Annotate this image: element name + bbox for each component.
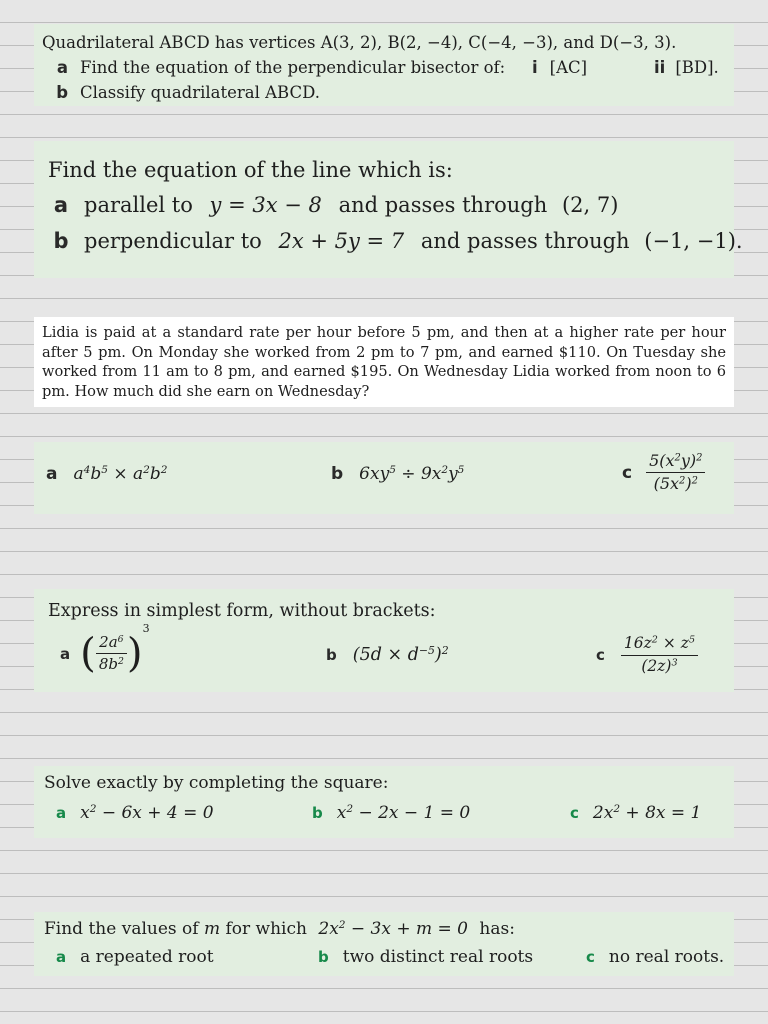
part-c-label: c	[622, 462, 633, 483]
simplify-stem: Express in simplest form, without brackets:	[48, 601, 436, 621]
part-a-label: a	[56, 804, 67, 822]
part-c-row	[622, 452, 705, 494]
part-a-text: parallel to	[84, 193, 193, 217]
equation-parallel: y = 3x − 8	[209, 193, 322, 217]
part-ii-text: [BD].	[675, 58, 719, 77]
expression-b: $(5d \times d^{-5})^2$	[352, 644, 449, 665]
equation-b: $x^2 - 2x - 1 = 0$	[336, 803, 471, 823]
part-c-row	[586, 947, 724, 967]
part-a-row	[42, 55, 734, 80]
part-c-label: c	[570, 804, 579, 822]
completing-square-stem: Solve exactly by completing the square:	[44, 773, 389, 793]
part-a-label: a	[46, 464, 58, 484]
part-c-row	[596, 635, 698, 676]
expression-c: $\frac{16z^2 \times z^5}{(2z)^3}$	[621, 635, 698, 676]
part-a-label: a	[60, 644, 71, 663]
part-b-label: b	[312, 804, 323, 822]
part-b-text-2: and passes through	[420, 229, 630, 253]
part-a-row	[48, 187, 734, 223]
part-a-row	[46, 464, 167, 484]
point-b: (−1, −1).	[644, 229, 743, 253]
exercise-card-quadrilateral	[34, 24, 734, 106]
quadrilateral-stem: Quadrilateral ABCD has vertices A(3, 2), B(2, −4), C(−4, −3), and D(−3, 3).	[42, 33, 677, 52]
part-b-row	[42, 80, 734, 105]
part-b-label: b	[331, 464, 344, 484]
point-a: (2, 7)	[561, 193, 619, 217]
part-b-text: perpendicular to	[84, 229, 262, 253]
stem-text: Find the values of	[44, 919, 199, 939]
part-b-label: b	[56, 83, 68, 102]
part-a-row	[56, 947, 214, 967]
exercise-card-line-equation	[34, 141, 743, 278]
exercise-card-completing-square	[34, 766, 734, 838]
part-a-text: Find the equation of the perpendicular bisector of:	[80, 58, 506, 77]
stem-end: has:	[479, 919, 515, 939]
part-b-row	[312, 803, 470, 823]
equation-a: $x^2 - 6x + 4 = 0$	[80, 803, 214, 823]
part-b-label: b	[318, 948, 329, 966]
quadratic-equation: $2x^2 - 3x + m = 0$	[318, 919, 468, 939]
part-i-text: [AC]	[549, 58, 588, 77]
expression-c: $\frac{5(x^2y)^2}{(5x^2)^2}$	[646, 452, 705, 494]
part-c-row	[570, 803, 701, 823]
part-c-label: c	[586, 948, 595, 966]
part-b-label: b	[53, 229, 69, 253]
part-c-text: no real roots.	[608, 947, 725, 967]
part-a-label: a	[56, 58, 68, 77]
part-a-label: a	[56, 948, 67, 966]
expression-b: $6xy^5 \div 9x^2y^5$	[359, 464, 465, 484]
wages-problem-text: Lidia is paid at a standard rate per hour before 5 pm, and then at a higher rate per hour after 5 pm. On Monday she worked from 2 pm to 7 pm, and earned $110. On Tuesday she worked from 11 am to 8 pm, and earned $195. On Wednesday Lidia worked from noon to 6 pm. How much did she earn on Wednesday?	[42, 324, 726, 400]
part-i-label: i	[532, 58, 538, 77]
part-c-label: c	[596, 646, 605, 665]
stem-text-2: for which	[225, 919, 307, 939]
part-b-label: b	[326, 646, 337, 664]
expression-a: ( $\frac{2a^6}{8b^2}$ )$^3$	[80, 622, 150, 677]
part-a-text-2: and passes through	[338, 193, 548, 217]
part-ii-label: ii	[654, 58, 666, 77]
part-b-row	[48, 223, 743, 259]
exercise-card-index-laws	[34, 442, 734, 514]
equation-perpendicular: 2x + 5y = 7	[278, 229, 405, 253]
part-b-text: two distinct real roots	[342, 947, 534, 967]
part-b-row	[318, 947, 533, 967]
part-b-text: Classify quadrilateral ABCD.	[80, 83, 320, 102]
part-a-row	[60, 622, 150, 677]
part-a-text: a repeated root	[80, 947, 214, 967]
discriminant-stem	[44, 919, 515, 939]
part-b-row	[331, 464, 464, 484]
exercise-card-discriminant	[34, 912, 734, 976]
stem-variable: m	[203, 919, 221, 939]
part-b-row	[326, 645, 449, 665]
expression-a: $a^4b^5 \times a^2b^2$	[73, 464, 168, 484]
part-a-label: a	[53, 193, 69, 217]
exercise-card-wages	[34, 317, 734, 407]
equation-c: $2x^2 + 8x = 1$	[592, 803, 702, 823]
line-equation-stem: Find the equation of the line which is:	[48, 158, 453, 182]
part-a-row	[56, 803, 214, 823]
exercise-card-simplify	[34, 589, 734, 692]
